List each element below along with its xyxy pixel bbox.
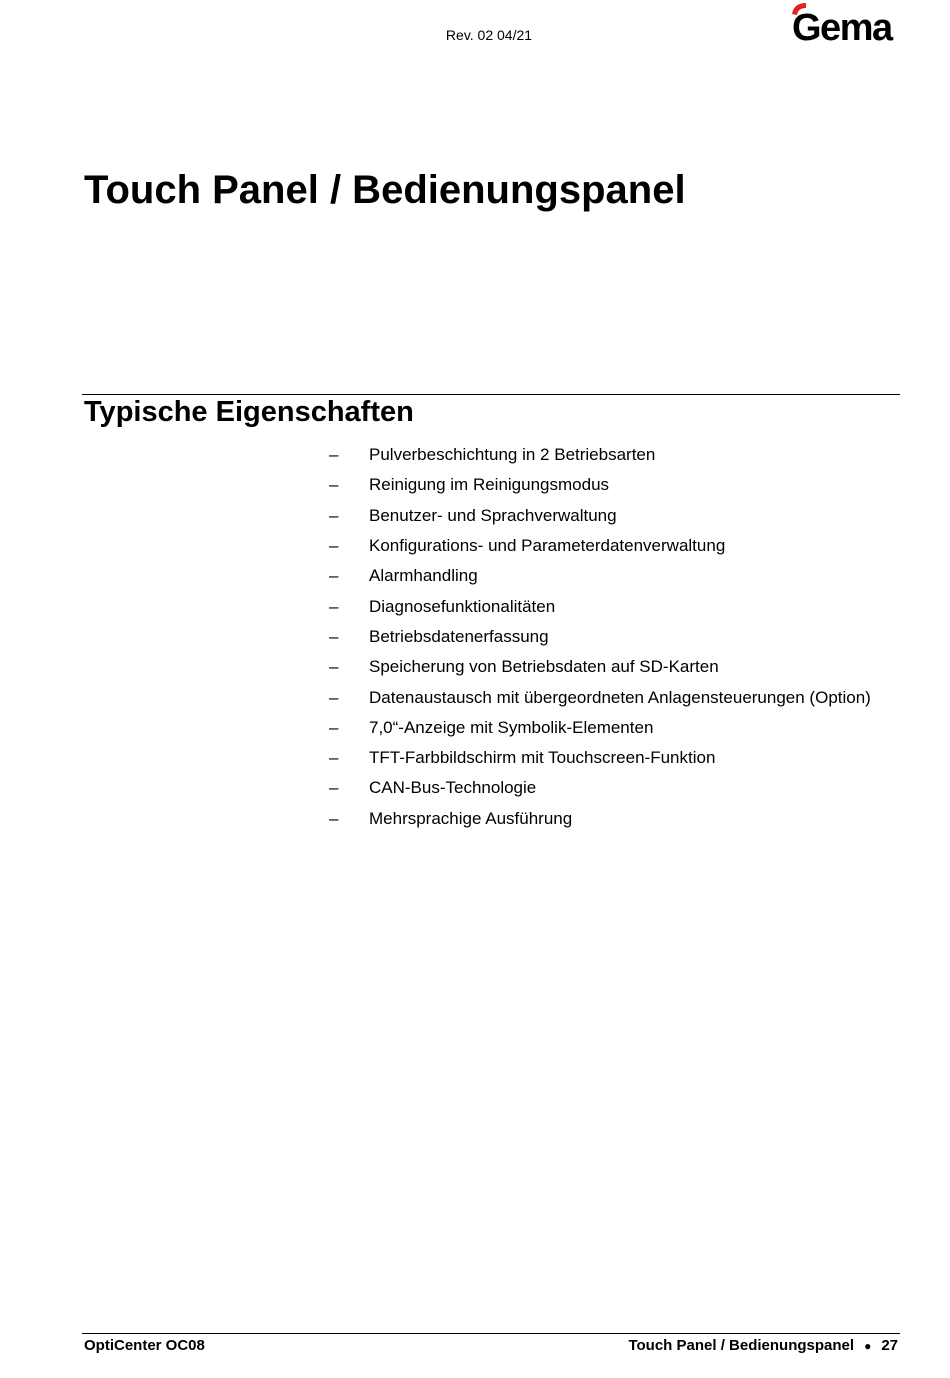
list-item-text: Mehrsprachige Ausführung	[369, 808, 573, 828]
list-item	[329, 622, 871, 652]
list-item	[329, 440, 871, 470]
gema-logo-icon	[786, 0, 902, 46]
footer-separator: ●	[864, 1338, 872, 1353]
list-item	[329, 561, 871, 591]
section-divider	[82, 394, 900, 395]
list-dash: –	[329, 808, 339, 828]
list-item-text: Benutzer- und Sprachverwaltung	[369, 505, 617, 525]
list-item-text: Betriebsdatenerfassung	[369, 626, 549, 646]
page-number: 27	[881, 1337, 898, 1354]
footer-product-name: OptiCenter OC08	[84, 1337, 205, 1354]
footer-divider	[82, 1333, 900, 1334]
list-dash: –	[329, 717, 339, 737]
section-title: Typische Eigenschaften	[84, 396, 414, 428]
list-dash: –	[329, 445, 339, 465]
footer-chapter-title: Touch Panel / Bedienungspanel	[628, 1337, 855, 1354]
list-dash: –	[329, 536, 339, 556]
list-dash: –	[329, 626, 339, 646]
list-item-text: Reinigung im Reinigungsmodus	[369, 475, 610, 495]
list-item	[329, 470, 871, 500]
list-dash: –	[329, 475, 339, 495]
page-title: Touch Panel / Bedienungspanel	[84, 168, 686, 212]
list-dash: –	[329, 657, 339, 677]
list-item-text: Pulverbeschichtung in 2 Betriebsarten	[369, 445, 656, 465]
list-item	[329, 804, 871, 834]
feature-list	[329, 440, 871, 834]
list-item	[329, 531, 871, 561]
list-item-text: Alarmhandling	[369, 566, 478, 586]
list-dash: –	[329, 778, 339, 798]
list-item-text: 7,0“-Anzeige mit Symbolik-Elementen	[369, 717, 654, 737]
list-item-text: Konfigurations- und Parameterdatenverwaltung	[369, 536, 726, 556]
list-item-text: Diagnosefunktionalitäten	[369, 596, 556, 616]
list-item	[329, 743, 871, 773]
list-item-text: Speicherung von Betriebsdaten auf SD-Karten	[369, 657, 719, 677]
list-item	[329, 591, 871, 621]
list-item	[329, 501, 871, 531]
list-item-text: Datenaustausch mit übergeordneten Anlagensteuerungen (Option)	[369, 687, 871, 707]
list-dash: –	[329, 596, 339, 616]
revision-label: Rev. 02 04/21	[445, 27, 533, 43]
svg-text:Gema: Gema	[792, 7, 892, 46]
list-item	[329, 713, 871, 743]
list-item	[329, 682, 871, 712]
list-dash: –	[329, 748, 339, 768]
list-dash: –	[329, 566, 339, 586]
list-item	[329, 773, 871, 803]
list-item-text: CAN-Bus-Technologie	[369, 778, 537, 798]
footer-page-info	[628, 1337, 898, 1354]
list-dash: –	[329, 687, 339, 707]
list-item-text: TFT-Farbbildschirm mit Touchscreen-Funktion	[369, 748, 716, 768]
list-item	[329, 652, 871, 682]
list-dash: –	[329, 505, 339, 525]
